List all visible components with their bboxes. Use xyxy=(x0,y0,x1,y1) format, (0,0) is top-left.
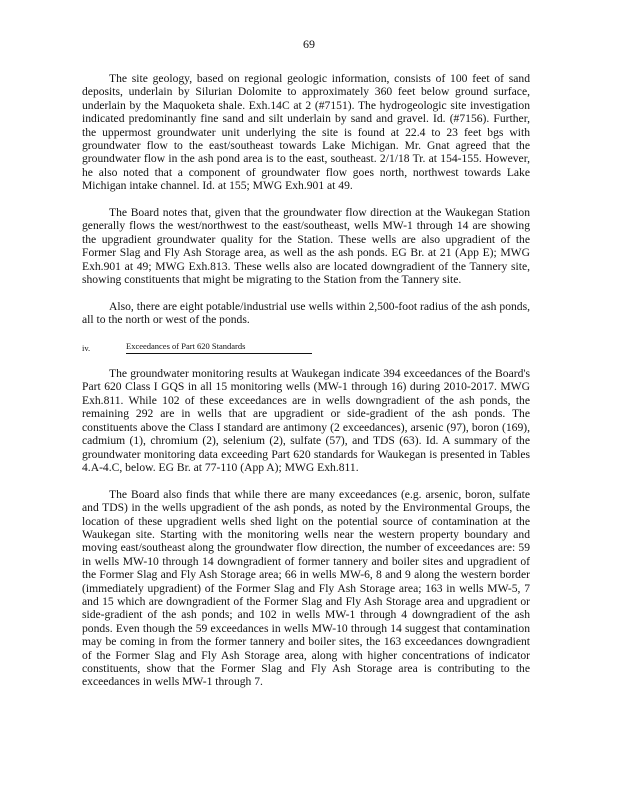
section-title: Exceedances of Part 620 Standards xyxy=(126,340,312,354)
paragraph-potable-wells: Also, there are eight potable/industrial use wells within 2,500-foot radius of the ash ponds, all to the north or west of the ponds. xyxy=(82,299,530,327)
paragraph-board-findings: The Board also finds that while there are many exceedances (e.g. arsenic, boron, sulfate and TDS) in the wells upgradient of the ash ponds, as noted by the Environmental Groups, the location of these upgradient wells shed light on the potential source of contamination at the Waukegan site. Starting with the monitoring wells near the western property boundary and moving east/southeast along the groundwater flow direction, the number of exceedances are: 59 in wells MW-10 through 14 downgradient of former tannery and boiler sites and upgradient of the Former Slag and Fly Ash Storage area; 66 in wells MW-6, 8 and 9 along the western border (immediately upgradient) of the Former Slag and Fly Ash Storage area; 163 in wells MW-5, 7 and 15 which are downgradient of the Former Slag and Fly Ash Storage area and upgradient or side-gradient of the ash ponds; and 102 in wells MW-1 through 4 downgradient of the ash ponds. Even though the 59 exceedances in wells MW-10 through 14 suggest that contamination may be coming in from the former tannery and boiler sites, the 163 exceedances downgradient of the Former Slag and Fly Ash Storage area, along with higher concentrations of indicator constituents, show that the Former Slag and Fly Ash Storage area is contributing to the exceedances in wells MW-1 through 7. xyxy=(82,487,530,689)
section-number: iv. xyxy=(82,343,91,354)
page-number: 69 xyxy=(303,37,315,51)
paragraph-site-geology: The site geology, based on regional geologic information, consists of 100 feet of sand deposits, underlain by Silurian Dolomite to approximately 360 feet below ground surface, underlain by the Maquoketa shale. Exh.14C at 2 (#7151). The hydrogeologic site investigation indicated predominantly fine sand and silt underlain by sand and gravel. Id. (#7156). Further, the uppermost groundwater unit underlying the site is found at 22.4 to 23 feet bgs with groundwater flow to the east/southeast towards Lake Michigan. Mr. Gnat agreed that the groundwater flow in the ash pond area is to the east, southeast. 2/1/18 Tr. at 154-155. However, he also noted that a component of groundwater flow goes north, northwest towards Lake Michigan intake channel. Id. at 155; MWG Exh.901 at 49. xyxy=(82,72,530,193)
paragraph-groundwater-flow: The Board notes that, given that the groundwater flow direction at the Waukegan Station generally flows the west/northwest to the east/southeast, wells MW-1 through 14 are showing the upgradient groundwater quality for the Station. These wells are also upgradient of the Former Slag and Fly Ash Storage area, as well as the ash ponds. EG Br. at 21 (App E); MWG Exh.901 at 49; MWG Exh.813. These wells also are located downgradient of the Tannery site, showing constituents that might be migrating to the Station from the Tannery site. xyxy=(82,206,530,287)
paragraph-monitoring-results: The groundwater monitoring results at Waukegan indicate 394 exceedances of the Board's Part 620 Class I GQS in all 15 monitoring wells (MW-1 through 16) during 2010-2017. MWG Exh.811. While 102 of these exceedances are in wells downgradient of the ash ponds, the remaining 292 are in wells that are upgradient or side-gradient of the ash ponds. The constituents above the Class I standard are antimony (2 exceedances), arsenic (97), boron (169), cadmium (1), chromium (2), selenium (2), sulfate (57), and TDS (63). Id. A summary of the groundwater monitoring data exceeding Part 620 standards for Waukegan is presented in Tables 4.A-4.C, below. EG Br. at 77-110 (App A); MWG Exh.811. xyxy=(82,367,530,474)
section-heading xyxy=(82,340,530,354)
document-body xyxy=(82,72,530,702)
